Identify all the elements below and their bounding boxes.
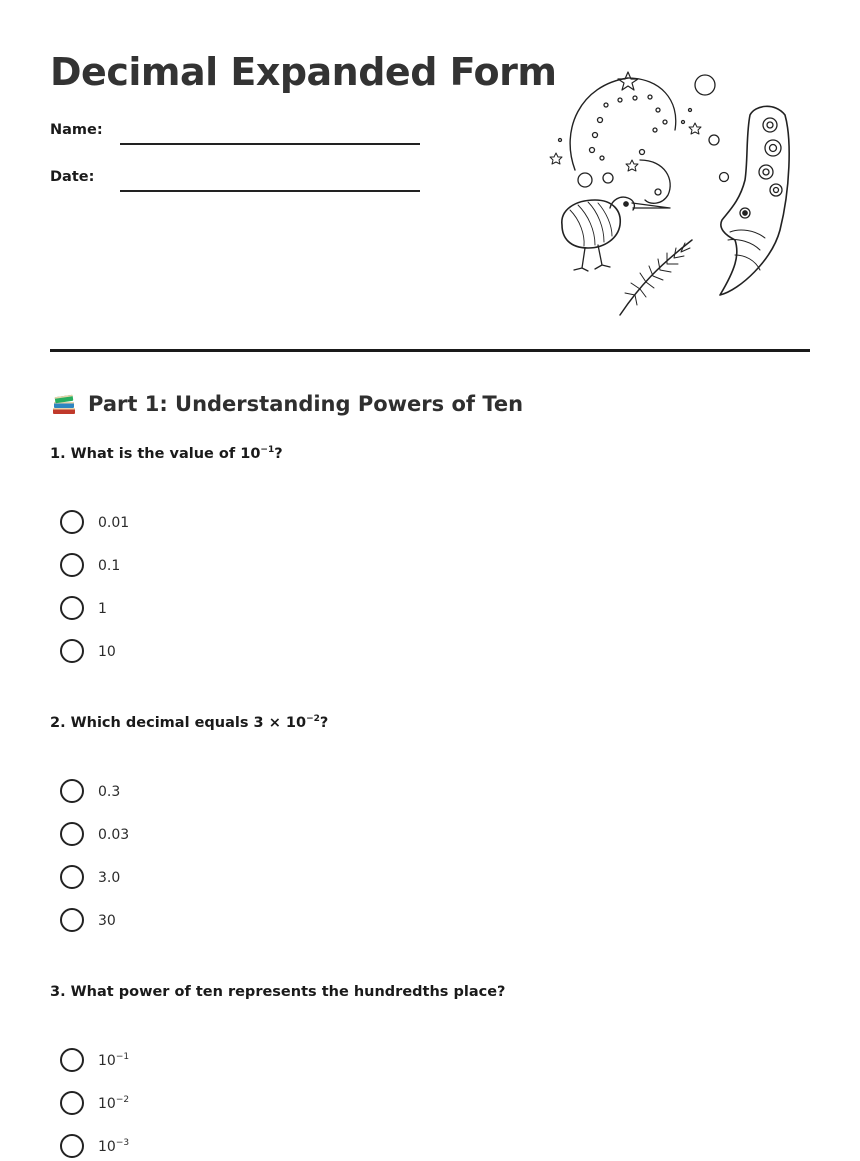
option-q2-d[interactable] [60,907,116,933]
option-q2-c[interactable] [60,864,120,890]
option-q3-c[interactable] [60,1133,129,1159]
radio-button[interactable] [60,639,84,663]
option-q1-a[interactable] [60,509,129,535]
radio-button[interactable] [60,1048,84,1072]
option-q2-a[interactable] [60,778,120,804]
option-label: 0.01 [98,514,130,531]
option-label: 3.0 [98,869,121,886]
question-suffix: ? [319,715,329,731]
radio-button[interactable] [60,822,84,846]
option-label: 0.3 [98,783,121,800]
radio-button[interactable] [60,779,84,803]
name-field[interactable] [120,143,420,145]
option-q3-b[interactable] [60,1090,129,1116]
option-q1-d[interactable] [60,638,116,664]
section-title: Part 1: Understanding Powers of Ten [88,392,524,416]
option-q1-b[interactable] [60,552,120,578]
question-text: 3. What power of ten represents the hundredths place? [50,984,506,1000]
radio-button[interactable] [60,553,84,577]
question-3 [50,983,505,1000]
question-text: 1. What is the value of 10 [50,446,261,462]
option-label: 1 [98,600,107,617]
radio-button[interactable] [60,908,84,932]
exponent: −1 [260,445,275,455]
radio-button[interactable] [60,1091,84,1115]
radio-button[interactable] [60,1134,84,1158]
illustration-image [540,60,820,330]
question-text: 2. Which decimal equals 3 × 10 [50,715,307,731]
option-q1-c[interactable] [60,595,107,621]
date-label: Date: [50,169,95,185]
option-label: 30 [98,912,116,929]
name-label: Name: [50,122,103,138]
option-q3-a[interactable] [60,1047,129,1073]
radio-button[interactable] [60,510,84,534]
radio-button[interactable] [60,596,84,620]
option-label: 0.1 [98,557,121,574]
option-label: $10^{-1}$ [98,1051,130,1069]
option-label: 10 [98,643,116,660]
option-label: $10^{-3}$ [98,1137,130,1155]
question-1 [50,445,283,462]
radio-button[interactable] [60,865,84,889]
question-2 [50,714,328,731]
option-label: 0.03 [98,826,130,843]
section-divider [50,349,810,352]
section-heading [50,390,523,418]
worksheet-title: Decimal Expanded Form [50,50,557,94]
question-suffix: ? [274,446,283,462]
date-field[interactable] [120,190,420,192]
option-label: $10^{-2}$ [98,1094,130,1112]
exponent: −2 [306,714,320,724]
books-icon [50,390,78,418]
option-q2-b[interactable] [60,821,129,847]
